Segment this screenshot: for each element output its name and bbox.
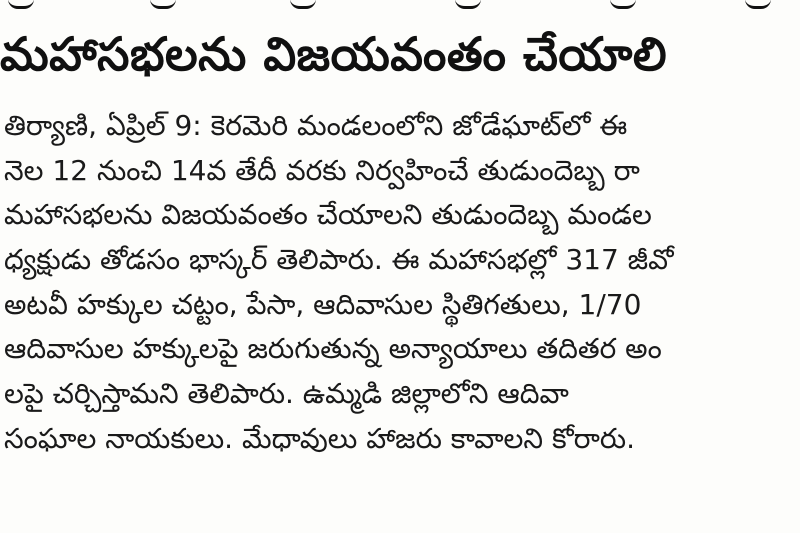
article-body <box>4 104 800 462</box>
article-line-8: సంఘాల నాయకులు. మేధావులు హాజరు కావాలని కోరారు. <box>4 421 636 455</box>
article-line-6: ఆదివాసుల హక్కులపై జరుగుతున్న అన్యాయాలు తదితర అం <box>4 332 662 366</box>
article-line-5: అటవీ హక్కుల చట్టం, పేసా, ఆదివాసుల స్థితిగతులు, 1/70 <box>4 287 642 321</box>
article-line-1: తిర్యాణి, ఏప్రిల్ 9: కెరమెరి మండలంలోని జోడేఘాట్‌లో ఈ <box>4 109 628 142</box>
article-headline: మహాసభలను విజయవంతం చేయాలి <box>0 27 668 81</box>
previous-line-fragment <box>0 0 800 10</box>
article-line-2: నెల 12 నుంచి 14వ తేదీ వరకు నిర్వహించే తుడుందెబ్బ రా <box>4 153 640 187</box>
article-line-7: లపై చర్చిస్తామని తెలిపారు. ఉమ్మడి జిల్లాలోని ఆదివా <box>4 377 569 411</box>
article-line-4: ధ్యక్షుడు తోడసం భాస్కర్ తెలిపారు. ఈ మహాసభల్లో 317 జీవో <box>4 243 674 277</box>
article-line-3: మహాసభలను విజయవంతం చేయాలని తుడుందెబ్బ మండల <box>4 198 652 232</box>
